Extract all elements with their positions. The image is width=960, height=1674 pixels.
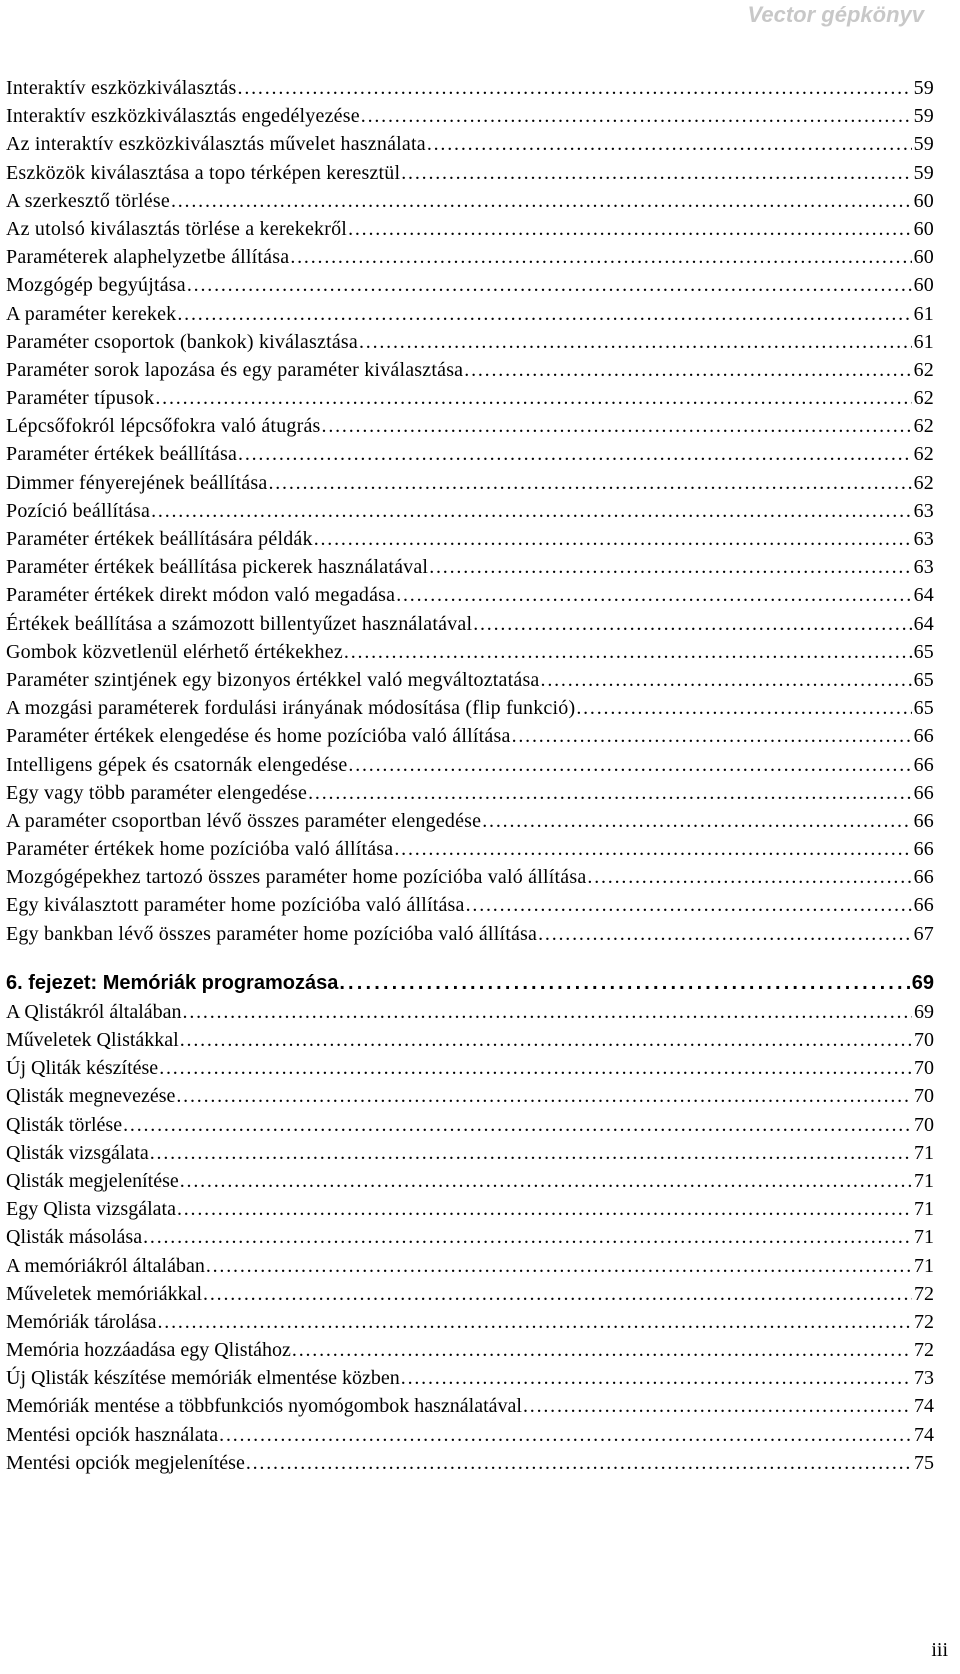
toc-entry-title: Paraméter értékek beállítása [6,443,238,466]
toc-entry-title: Qlisták megjelenítése [6,1169,179,1192]
toc-entry-page-number: 64 [913,612,934,635]
leader-dots [576,694,911,722]
leader-dots [348,215,912,243]
toc-entry-page-number: 75 [914,1451,934,1474]
toc-entry-page-number: 71 [914,1198,934,1221]
toc-entry-page-number: 71 [914,1141,934,1164]
toc-entry[interactable] [6,1167,934,1195]
toc-entry-title: Mentési opciók használata [6,1423,219,1446]
toc-entry-page-number: 63 [913,528,934,550]
toc-entry-page-number: 61 [913,330,934,353]
document-header-title: Vector gépkönyv [747,2,924,27]
toc-entry-title: A paraméter kerekek [6,302,177,325]
chapter-title: 6. fejezet: Memóriák programozása [6,971,339,994]
leader-dots [427,130,912,158]
toc-entry[interactable] [6,497,934,525]
toc-entry[interactable] [6,356,934,384]
toc-entry[interactable] [6,1223,934,1251]
leader-dots [361,102,912,130]
toc-entry-page-number: 70 [914,1057,934,1080]
toc-entry-page-number: 62 [913,443,934,466]
toc-entry[interactable] [6,920,934,948]
toc-section-chapter-6 [6,998,934,1477]
leader-dots [123,1111,912,1139]
toc-entry-page-number: 63 [913,499,934,522]
toc-entry-title: Qlisták megnevezése [6,1085,176,1108]
leader-dots [171,187,912,215]
toc-entry-page-number: 64 [913,584,934,607]
toc-entry-title: A paraméter csoportban lévő összes paraméter elengedése [6,809,482,832]
toc-entry-page-number: 70 [914,1113,934,1136]
leader-dots [429,553,911,581]
toc-entry-page-number: 59 [913,133,934,156]
toc-entry-title: Egy Qlista vizsgálata [6,1198,176,1221]
toc-entry[interactable] [6,553,934,581]
toc-entry-page-number: 72 [914,1310,934,1333]
toc-entry-page-number: 59 [913,105,934,128]
toc-entry-title: Mozgógép begyújtása [6,274,186,297]
toc-entry-title: Paraméter értékek beállítására példák [6,528,313,550]
toc-entry-title: Dimmer fényerejének beállítása [6,471,268,494]
toc-entry-title: Műveletek memóriákkal [6,1282,203,1305]
toc-entry[interactable] [6,384,934,412]
leader-dots [464,356,911,384]
toc-entry[interactable] [6,102,934,130]
toc-entry[interactable] [6,1195,934,1223]
toc-entry[interactable] [6,412,934,440]
toc-entry-title: Interaktív eszközkiválasztás [6,77,237,99]
toc-entry[interactable] [6,581,934,609]
toc-entry[interactable] [6,74,934,102]
toc-entry-page-number: 60 [913,274,934,297]
leader-dots [308,779,911,807]
toc-entry-title: Új Qliták készítése [6,1057,159,1080]
leader-dots [473,610,911,638]
leader-dots [159,1054,912,1082]
leader-dots [290,243,911,271]
toc-entry-page-number: 66 [913,725,934,748]
toc-entry-title: Interaktív eszközkiválasztás engedélyezése [6,105,360,128]
toc-entry-page-number: 72 [914,1282,934,1305]
toc-entry-title: Egy vagy több paraméter elengedése [6,781,308,804]
leader-dots [180,1167,912,1195]
toc-entry[interactable] [6,1252,934,1280]
toc-entry-title: Paraméter értékek beállítása pickerek használatával [6,556,429,579]
toc-entry[interactable] [6,1421,934,1449]
toc-entry-title: Az interaktív eszközkiválasztás művelet használata [6,133,426,156]
toc-entry[interactable] [6,469,934,497]
toc-entry-page-number: 71 [914,1254,934,1277]
leader-dots [322,412,912,440]
toc-entry-page-number: 63 [913,556,934,579]
leader-dots [538,920,911,948]
toc-entry[interactable] [6,722,934,750]
table-of-contents [6,74,934,1477]
toc-entry[interactable] [6,1082,934,1110]
leader-dots [344,638,912,666]
leader-dots [203,1280,912,1308]
toc-entry-title: Paraméter értékek direkt módon való megadása [6,584,396,607]
toc-entry-title: Paraméter szintjének egy bizonyos értékkel való megváltoztatása [6,668,540,691]
leader-dots [523,1392,912,1420]
leader-dots [314,525,912,553]
leader-dots [143,1223,912,1251]
toc-entry-title: A Qlistákról általában [6,1000,182,1023]
toc-entry-page-number: 74 [914,1423,934,1446]
toc-entry-title: A mozgási paraméterek fordulási irányának módosítása (flip funkció) [6,697,576,720]
leader-dots [177,1195,912,1223]
toc-entry-page-number: 59 [913,161,934,184]
leader-dots [246,1449,912,1477]
toc-entry-page-number: 70 [914,1029,934,1051]
toc-entry-title: Mozgógépekhez tartozó összes paraméter home pozícióba való állítása [6,866,587,889]
toc-entry[interactable] [6,1449,934,1477]
toc-entry[interactable] [6,1026,934,1054]
toc-entry-title: Eszközök kiválasztása a topo térképen keresztül [6,161,401,184]
leader-dots [401,1364,912,1392]
toc-entry-page-number: 66 [913,866,934,889]
toc-entry-title: Lépcsőfokról lépcsőfokra való átugrás [6,415,321,438]
toc-entry-page-number: 62 [913,358,934,381]
toc-entry-page-number: 62 [913,387,934,410]
toc-entry-title: Egy bankban lévő összes paraméter home pozícióba való állítása [6,922,538,945]
toc-entry-page-number: 60 [913,217,934,240]
toc-entry[interactable] [6,440,934,468]
leader-dots [401,159,911,187]
toc-entry-title: A szerkesztő törlése [6,189,170,212]
leader-dots [359,328,912,356]
toc-entry[interactable] [6,1336,934,1364]
leader-dots [238,74,912,102]
toc-entry-page-number: 70 [914,1085,934,1108]
toc-entry[interactable] [6,1139,934,1167]
toc-entry[interactable] [6,638,934,666]
toc-entry-page-number: 59 [913,77,934,99]
leader-dots [339,968,909,998]
toc-entry[interactable] [6,1364,934,1392]
toc-entry-page-number: 66 [913,809,934,832]
toc-entry-title: Új Qlisták készítése memóriák elmentése közben [6,1367,400,1390]
toc-entry[interactable] [6,1308,934,1336]
leader-dots [394,835,911,863]
leader-dots [482,807,911,835]
toc-entry-page-number: 65 [913,640,934,663]
toc-entry-page-number: 66 [913,838,934,861]
toc-entry[interactable] [6,863,934,891]
toc-entry[interactable] [6,779,934,807]
leader-dots [206,1252,912,1280]
toc-entry-title: Paraméter csoportok (bankok) kiválasztása [6,330,358,353]
page-number: iii [931,1639,948,1661]
toc-entry[interactable] [6,187,934,215]
toc-entry-title: Értékek beállítása a számozott billentyűzet használatával [6,612,473,635]
toc-entry[interactable] [6,328,934,356]
toc-entry-title: Memóriák mentése a többfunkciós nyomógombok használatával [6,1395,522,1418]
toc-entry[interactable] [6,891,934,919]
toc-entry-title: Gombok közvetlenül elérhető értékekhez [6,640,343,663]
leader-dots [541,666,912,694]
chapter-page-number: 69 [911,971,934,994]
toc-entry-title: Intelligens gépek és csatornák elengedése [6,753,348,776]
toc-entry[interactable] [6,130,934,158]
toc-entry-page-number: 73 [914,1367,934,1390]
leader-dots [187,271,912,299]
leader-dots [151,497,911,525]
leader-dots [219,1421,912,1449]
toc-entry-page-number: 67 [913,922,934,945]
toc-entry[interactable] [6,807,934,835]
toc-entry[interactable] [6,694,934,722]
toc-entry-title: Paraméter értékek home pozícióba való állítása [6,838,394,861]
toc-entry-title: Az utolsó kiválasztás törlése a kerekekről [6,217,348,240]
toc-entry-page-number: 71 [914,1169,934,1192]
toc-entry-title: Memóriák tárolása [6,1310,157,1333]
leader-dots [587,863,911,891]
toc-chapter-heading[interactable] [6,968,934,998]
leader-dots [183,998,912,1026]
leader-dots [180,1026,912,1054]
toc-entry-page-number: 60 [913,246,934,269]
toc-entry[interactable] [6,751,934,779]
toc-entry-page-number: 65 [913,697,934,720]
toc-entry[interactable] [6,1111,934,1139]
toc-entry-page-number: 62 [913,415,934,438]
toc-entry-title: Paraméter típusok [6,387,155,410]
toc-entry[interactable] [6,1392,934,1420]
leader-dots [292,1336,912,1364]
toc-entry-page-number: 66 [913,781,934,804]
toc-entry-page-number: 71 [914,1226,934,1249]
leader-dots [512,722,912,750]
toc-entry[interactable] [6,243,934,271]
leader-dots [177,300,911,328]
toc-entry-title: Memória hozzáadása egy Qlistához [6,1339,291,1362]
toc-entry-page-number: 69 [914,1000,934,1023]
toc-entry-title: Pozíció beállítása [6,499,151,522]
leader-dots [268,469,911,497]
toc-entry-title: Műveletek Qlistákkal [6,1029,179,1051]
toc-entry-title: Paraméter sorok lapozása és egy paraméter kiválasztása [6,358,464,381]
toc-entry[interactable] [6,998,934,1026]
toc-entry[interactable] [6,666,934,694]
toc-entry-page-number: 66 [913,753,934,776]
toc-entry-title: A memóriákról általában [6,1254,205,1277]
toc-entry[interactable] [6,159,934,187]
leader-dots [466,891,912,919]
leader-dots [158,1308,913,1336]
toc-entry[interactable] [6,215,934,243]
toc-entry-page-number: 65 [913,668,934,691]
toc-entry-title: Mentési opciók megjelenítése [6,1451,245,1474]
toc-entry-page-number: 66 [913,894,934,917]
toc-entry-title: Qlisták másolása [6,1226,143,1249]
toc-entry-page-number: 74 [914,1395,934,1418]
toc-entry[interactable] [6,1054,934,1082]
toc-entry-page-number: 62 [913,471,934,494]
toc-entry-page-number: 72 [914,1339,934,1362]
toc-entry[interactable] [6,300,934,328]
leader-dots [150,1139,912,1167]
leader-dots [238,440,912,468]
toc-entry-title: Paraméterek alaphelyzetbe állítása [6,246,290,269]
leader-dots [155,384,911,412]
leader-dots [348,751,911,779]
toc-entry[interactable] [6,610,934,638]
toc-section-chapter-5 [6,74,934,948]
toc-entry-page-number: 60 [913,189,934,212]
toc-entry[interactable] [6,271,934,299]
toc-entry[interactable] [6,525,934,553]
toc-entry-page-number: 61 [913,302,934,325]
leader-dots [396,581,911,609]
toc-entry-title: Qlisták vizsgálata [6,1141,149,1164]
toc-entry-title: Egy kiválasztott paraméter home pozícióba való állítása [6,894,465,917]
toc-entry[interactable] [6,1280,934,1308]
leader-dots [176,1082,912,1110]
toc-entry-title: Paraméter értékek elengedése és home pozícióba való állítása [6,725,511,748]
toc-entry-title: Qlisták törlése [6,1113,123,1136]
toc-entry[interactable] [6,835,934,863]
